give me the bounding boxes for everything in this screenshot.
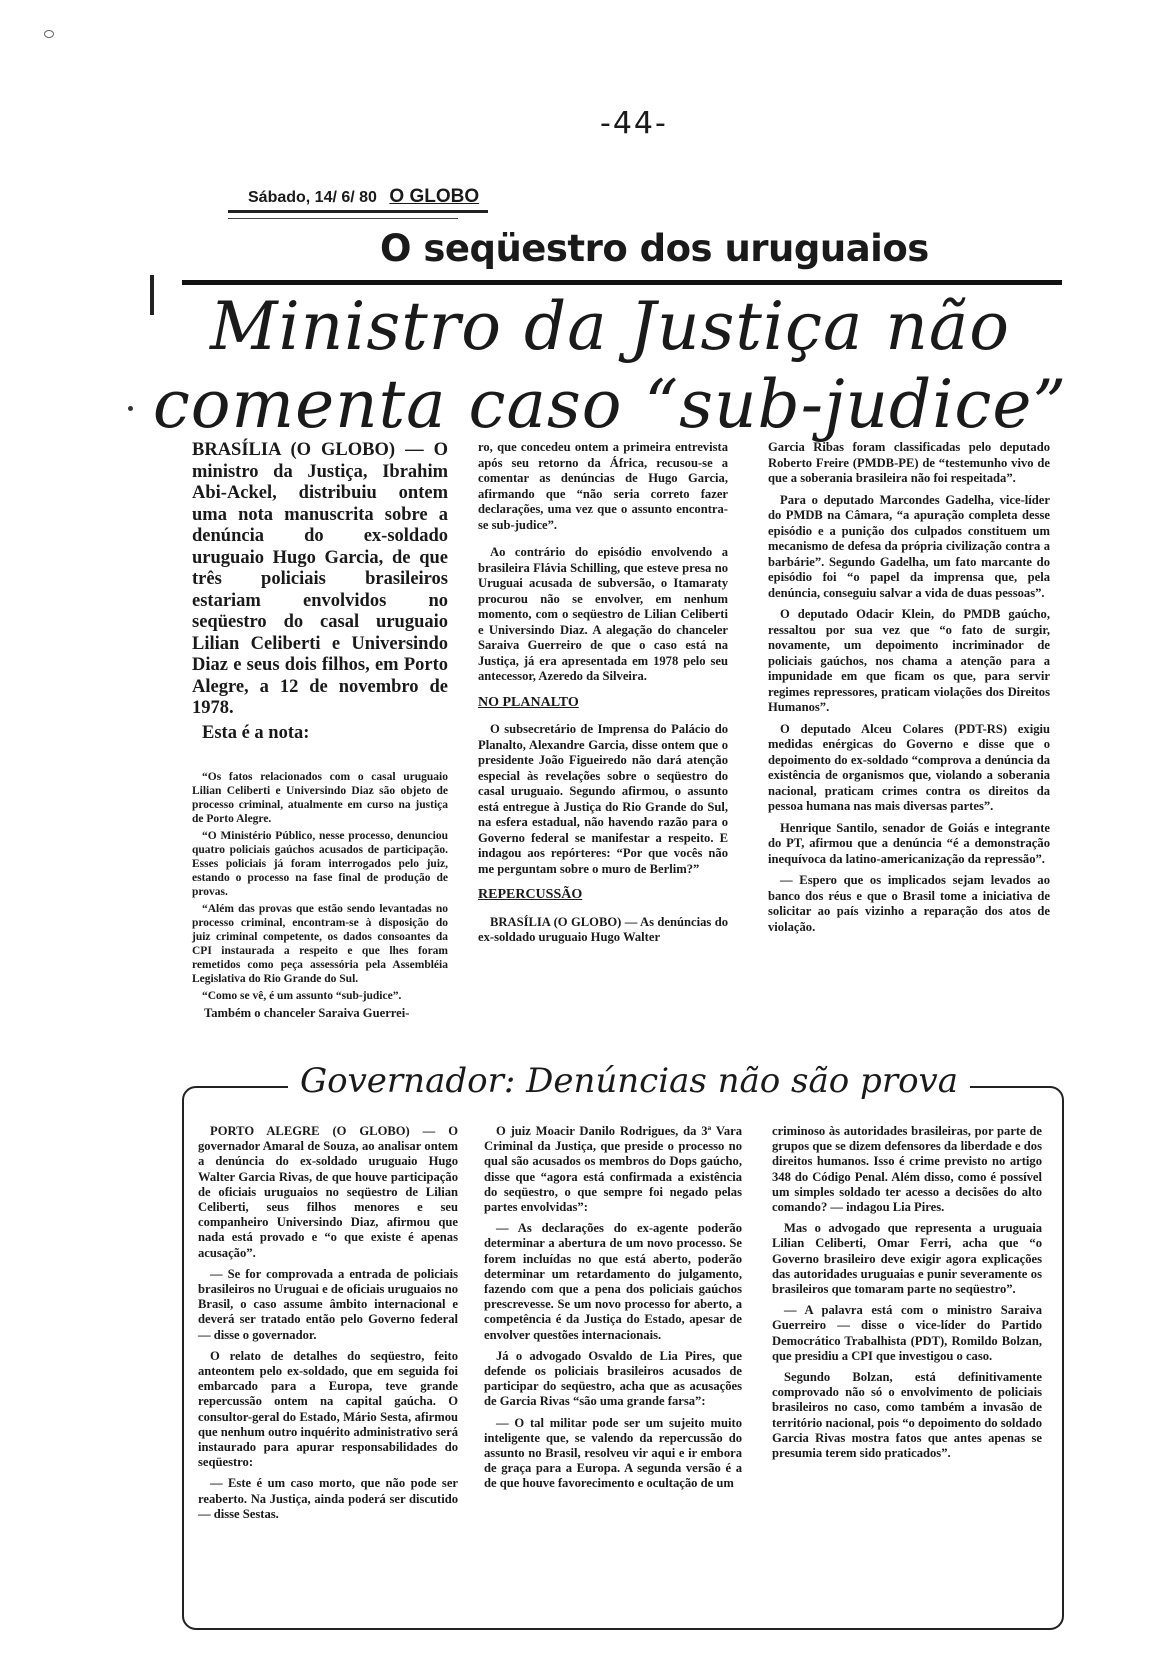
paragraph: Também o chanceler Saraiva Guerrei- [204, 1006, 410, 1020]
lead-paragraph: Esta é a nota: [202, 722, 310, 743]
lead-paragraph: BRASÍLIA (O GLOBO) — O ministro da Justiça, Ibrahim Abi-Ackel, distribuiu ontem uma nota manuscrita sobre a denúncia do ex-soldado uruguaio Hugo Garcia, de que três policiais brasileiros estariam envolvidos no seqüestro do casal uruguaio Lilian Celiberti e Universindo Diaz e seus dois filhos, em Porto Alegre, a 12 de novembro de 1978. [192, 440, 448, 718]
paragraph: Segundo Bolzan, está definitivamente comprovado não só o envolvimento de policiais brasileiros no caso, como também a invasão de território nacional, pois “o depoimento do soldado Garcia Rivas mostra fatos que antes apenas se presumia terem sido praticados”. [772, 1370, 1042, 1461]
page-number: -44- [600, 106, 668, 141]
quote-paragraph: “O Ministério Público, nesse processo, denunciou quatro policiais gaúchos acusados de participação. Esses policiais já foram interrogados pelo juiz, estando o processo na fase final de produção de provas. [192, 830, 448, 898]
ministry-note [192, 770, 448, 1003]
paragraph: O deputado Alceu Colares (PDT-RS) exigiu medidas enérgicas do Governo e disse que o depoimento do ex-soldado “comprova a denúncia da existência de organismos que, violando a soberania nacional, praticam crimes contra os direitos da pessoa humana nas mais diversas partes”. [768, 721, 1050, 813]
paragraph: ro, que concedeu ontem a primeira entrevista após seu retorno da África, recusou-se a comentar as denúncias de Hugo Garcia, afirmando que “não seria correto fazer declarações, uma vez que o assunto encontra-se sub-judice”. [478, 440, 728, 532]
article2-column1 [198, 1124, 458, 1528]
paragraph: — Este é um caso morto, que não pode ser reaberto. Na Justiça, ainda poderá ser discutido — disse Sestas. [198, 1476, 458, 1521]
quote-paragraph: “Os fatos relacionados com o casal uruguaio Lilian Celiberti e Universindo Diaz são objeto de processo criminal, atualmente em curso na justiça de Porto Alegre. [192, 771, 448, 825]
paragraph: Ao contrário do episódio envolvendo a brasileira Flávia Schilling, que esteve presa no Uruguai acusada de subversão, o Itamaraty procurou não se envolver, em nenhum momento, com o seqüestro de Lilian Celiberti e Universindo Diaz. A alegação do chanceler Saraiva Guerreiro de que o caso está na Justiça, já era apresentada em 1978 pelo seu antecessor, Azeredo da Silveira. [478, 545, 728, 683]
paragraph: BRASÍLIA (O GLOBO) — As denúncias do ex-soldado uruguaio Hugo Walter [478, 914, 728, 944]
section-rule [182, 280, 1062, 285]
box-title [198, 1060, 1060, 1102]
box-title-text: Governador: Denúncias não são prova [288, 1061, 970, 1101]
paragraph: — A palavra está com o ministro Saraiva Guerreiro — disse o vice-líder do Partido Democrático Trabalhista (PDT), Romildo Bolzan, que presidiu a CPI que investigou o caso. [772, 1303, 1042, 1363]
paragraph: O deputado Odacir Klein, do PMDB gaúcho, ressaltou por sua vez que “o fato de surgir, novamente, um depoimento incriminador de policiais gaúchos, nos chama a atenção para a impunidade em que ficam os que, para servir regimes repressores, praticam violações dos Direitos Humanos”. [768, 607, 1050, 714]
rule [228, 210, 488, 213]
lead [192, 440, 448, 744]
paragraph: criminoso às autoridades brasileiras, por parte de grupos que se dizem defensores da liberdade e dos direitos humanos. Isso é crime previsto no artigo 348 do Código Penal. Além disso, como é possível um simples soldado ter acesso a decisões do alto comando? — indagou Lia Pires. [772, 1124, 1042, 1215]
paragraph: O juiz Moacir Danilo Rodrigues, da 3ª Vara Criminal da Justiça, que preside o processo no qual são acusados os membros do Dops gaúcho, disse que “agora está confirmada a existência do seqüestro, o que sempre foi negado pelas partes envolvidas”: [484, 1124, 742, 1215]
paragraph: Para o deputado Marcondes Gadelha, vice-líder do PMDB na Câmara, “a apuração completa desse episódio e a punição dos culpados constituem um mecanismo de defesa da própria civilização contra a barbárie”. Segundo Gadelha, um fato marcante do episódio foi “o papel da imprensa que, pela denúncia, conseguiu salvar a vida de duas pessoas”. [768, 492, 1050, 600]
rule [228, 218, 458, 219]
article2-column2 [484, 1124, 742, 1498]
newspaper-name: O GLOBO [389, 186, 480, 207]
paragraph: O relato de detalhes do seqüestro, feito anteontem pelo ex-soldado, que em seguida foi embarcado para a Europa, teve grande repercussão ontem na capital gaúcha. O consultor-geral do Estado, Mário Sesta, afirmou que nenhum outro inquérito administrativo será instaurado para apurar responsabilidades do seqüestro: [198, 1348, 458, 1470]
paragraph: Já o advogado Osvaldo de Lia Pires, que defende os policiais brasileiros acusados de participar do seqüestro, acha que as acusações de Garcia Rivas “são uma grande farsa”: [484, 1348, 742, 1409]
paragraph: Henrique Santilo, senador de Goiás e integrante do PT, afirmou que a denúncia “é a demonstração inequívoca da latino-americanização da repressão”. [768, 820, 1050, 866]
margin-mark [44, 30, 54, 38]
article1-column2 [478, 440, 728, 952]
subhead: NO PLANALTO [478, 694, 579, 710]
quote-paragraph: “Além das provas que estão sendo levantadas no processo criminal, encontram-se à disposição do juiz criminal competente, os dados consoantes da CPI instaurada a respeito e que lhes foram remetidos como peça assessória pela Assembléia Legislativa do Rio Grande do Sul. [192, 903, 448, 985]
article2-column3 [772, 1124, 1042, 1467]
headline: Ministro da Justiça não comenta caso “sub-judice” [152, 288, 1068, 443]
quote-paragraph: “Como se vê, é um assunto “sub-judice”. [202, 990, 402, 1002]
subhead: REPERCUSSÃO [478, 887, 583, 902]
paragraph: PORTO ALEGRE (O GLOBO) — O governador Amaral de Souza, ao analisar ontem a denúncia do ex-soldado uruguaio Hugo Walter Garcia Rivas, de que houve participação de oficiais uruguaios no seqüestro de Lilian Celiberti, seus filhos menores e seu companheiro Universindo Diaz, afirmou que nada está provado e “o que existe é apenas acusação”. [198, 1124, 458, 1260]
section-title: O seqüestro dos uruguaios [380, 227, 929, 270]
paragraph: O subsecretário de Imprensa do Palácio do Planalto, Alexandre Garcia, disse ontem que o presidente João Figueiredo não dará atenção especial às revelações sobre o seqüestro do casal uruguaio. Segundo afirmou, o assunto está entregue à Justiça do Rio Grande do Sul, na esfera estadual, não havendo razão para o Governo federal se manifestar a respeito. E indagou aos repórteres: “Por que vocês não me perguntam sobre o muro de Berlim?” [478, 722, 728, 876]
paragraph: — Espero que os implicados sejam levados ao banco dos réus e que o Brasil tome a iniciativa de solicitar ao país vizinho a reparação dos atos de violação. [768, 873, 1050, 934]
dateline [248, 186, 479, 208]
paragraph: — Se for comprovada a entrada de policiais brasileiros no Uruguai e de oficiais uruguaios no Brasil, o caso assume âmbito internacional e deverá ser tratado então pelo Governo federal — disse o governador. [198, 1266, 458, 1342]
paragraph: Mas o advogado que representa a uruguaia Lilian Celiberti, Omar Ferri, acha que “o Governo brasileiro deve exigir agora explicações das autoridades uruguaias e punir severamente os brasileiros que tomaram parte no seqüestro”. [772, 1221, 1042, 1297]
paragraph: — O tal militar pode ser um sujeito muito inteligente que, se valendo da repercussão do assunto no Brasil, resolveu vir aqui e ir embora de graça para a Europa. A segunda versão é a de que houve favorecimento e ocultação de um [484, 1415, 742, 1491]
paragraph: — As declarações do ex-agente poderão determinar a abertura de um novo processo. Se forem incluídas no que está aberto, poderão determinar um retardamento do julgamento, fazendo com que a pena dos policiais gaúchos prescrevesse. Se um novo processo for aberto, a competência é da Justiça do Estado, apesar de envolver questões internacionais. [484, 1221, 742, 1342]
paragraph: Garcia Ribas foram classificadas pelo deputado Roberto Freire (PMDB-PE) de “testemunho vivo de que a soberania brasileira não foi respeitada”. [768, 440, 1050, 485]
article1-column3 [768, 440, 1050, 941]
date: Sábado, 14/ 6/ 80 [248, 189, 377, 206]
margin-dot [128, 406, 133, 411]
article1-column1 [192, 440, 448, 1028]
